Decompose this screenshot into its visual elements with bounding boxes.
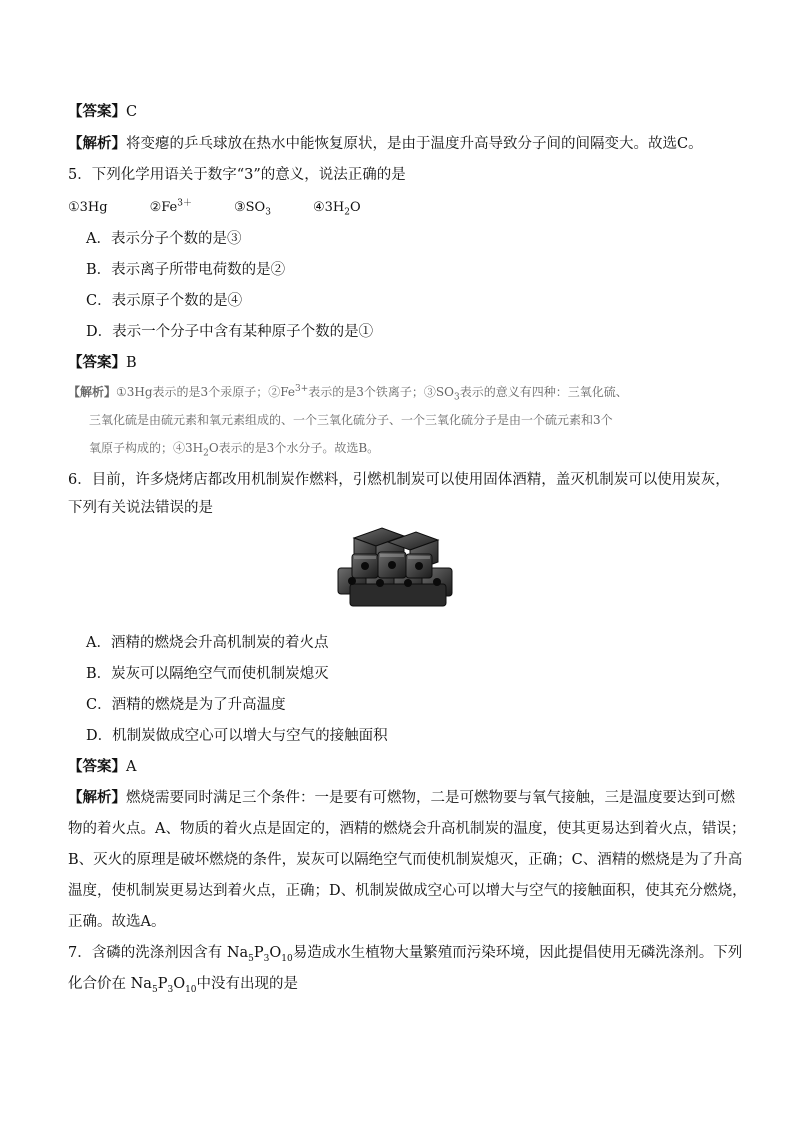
- q6-choice-d: D．机制炭做成空心可以增大与空气的接触面积: [86, 728, 388, 744]
- q6-choice-c: C．酒精的燃烧是为了升高温度: [86, 697, 286, 713]
- q6-analysis-line-3: B、灭火的原理是破坏燃烧的条件，炭灰可以隔绝空气而使机制炭熄灭，正确；C、酒精的燃烧是为了升高: [68, 852, 743, 868]
- analysis-label: 【解析】: [68, 789, 126, 806]
- q6-answer: [68, 757, 136, 777]
- q4-analysis: [68, 134, 703, 154]
- q6-analysis-line-1: 【解析】燃烧需要同时满足三个条件：一是要有可燃物，二是可燃物要与氧气接触，三是温度要达到可燃: [68, 789, 735, 806]
- q5-choice-a: A．表示分子个数的是③: [86, 231, 242, 247]
- answer-value: A: [126, 759, 137, 775]
- option-3: $③SO_3$: [234, 200, 271, 218]
- charcoal-briquettes-image: [332, 524, 462, 612]
- q6-choice-a: A．酒精的燃烧会升高机制炭的着火点: [86, 635, 329, 651]
- option-1: ①3Hg: [68, 200, 108, 215]
- q5-answer: [68, 353, 137, 373]
- q5-analysis-line-2: 三氧化硫是由硫元素和氧元素组成的、一个三氧化硫分子、一个三氧化硫分子是由一个硫元素和3个: [89, 413, 613, 427]
- option-2: $②Fe^{3+}$: [149, 198, 192, 215]
- q5-analysis-line-3: 氧原子构成的；$④3H_2O$表示的是3个水分子。故选B。: [89, 441, 380, 459]
- q6-stem-line-1: 6．目前，许多烧烤店都改用机制炭作燃料，引燃机制炭可以使用固体酒精，盖灭机制炭可以使用炭灰，: [68, 472, 730, 488]
- analysis-text: 将变瘪的乒乓球放在热水中能恢复原状，是由于温度升高导致分子间的间隔变大。故选C。: [126, 136, 703, 152]
- option-4: $④3H_2O$: [312, 200, 361, 218]
- answer-value: C: [126, 104, 138, 120]
- analysis-label: 【解析】: [68, 135, 126, 152]
- q5-choice-c: C．表示原子个数的是④: [86, 293, 243, 309]
- answer-label: 【答案】: [68, 758, 126, 775]
- answer-label: 【答案】: [68, 103, 126, 120]
- answer-value: B: [126, 355, 137, 371]
- q6-stem-line-2: 下列有关说法错误的是: [68, 500, 213, 516]
- q5-choice-b: B．表示离子所带电荷数的是②: [86, 262, 286, 278]
- q6-analysis-line-2: 物的着火点。A、物质的着火点是固定的，酒精的燃烧会升高机制炭的温度，使其更易达到着火点，错误；: [68, 821, 746, 837]
- q5-stem: 5．下列化学用语关于数字“3”的意义，说法正确的是: [68, 167, 406, 183]
- q6-analysis-line-4: 温度，使机制炭更易达到着火点，正确；D、机制炭做成空心可以增大与空气的接触面积，使其充分燃烧，: [68, 883, 747, 899]
- q5-choice-d: D．表示一个分子中含有某种原子个数的是①: [86, 324, 374, 340]
- q4-answer: [68, 102, 137, 122]
- q5-options-line: [68, 198, 361, 218]
- answer-label: 【答案】: [68, 354, 126, 371]
- q6-analysis-line-5: 正确。故选A。: [68, 914, 166, 930]
- q7-stem-line-1: 7．含磷的洗涤剂因含有 $Na_5P_3O_{10}$易造成水生植物大量繁殖而污染环境，因此提倡使用无磷洗涤剂。下列: [68, 945, 743, 964]
- q6-choice-b: B．炭灰可以隔绝空气而使机制炭熄灭: [86, 666, 329, 682]
- analysis-label: 【解析】: [68, 385, 117, 399]
- q5-analysis-line-1: 【解析】①3Hg表示的是3个汞原子；$②Fe^{3+}$表示的是3个铁离子；$③SO_3$表示的意义有四种：三氧化硫、: [68, 384, 628, 403]
- q7-stem-line-2: 化合价在 $Na_5P_3O_{10}$中没有出现的是: [68, 976, 299, 995]
